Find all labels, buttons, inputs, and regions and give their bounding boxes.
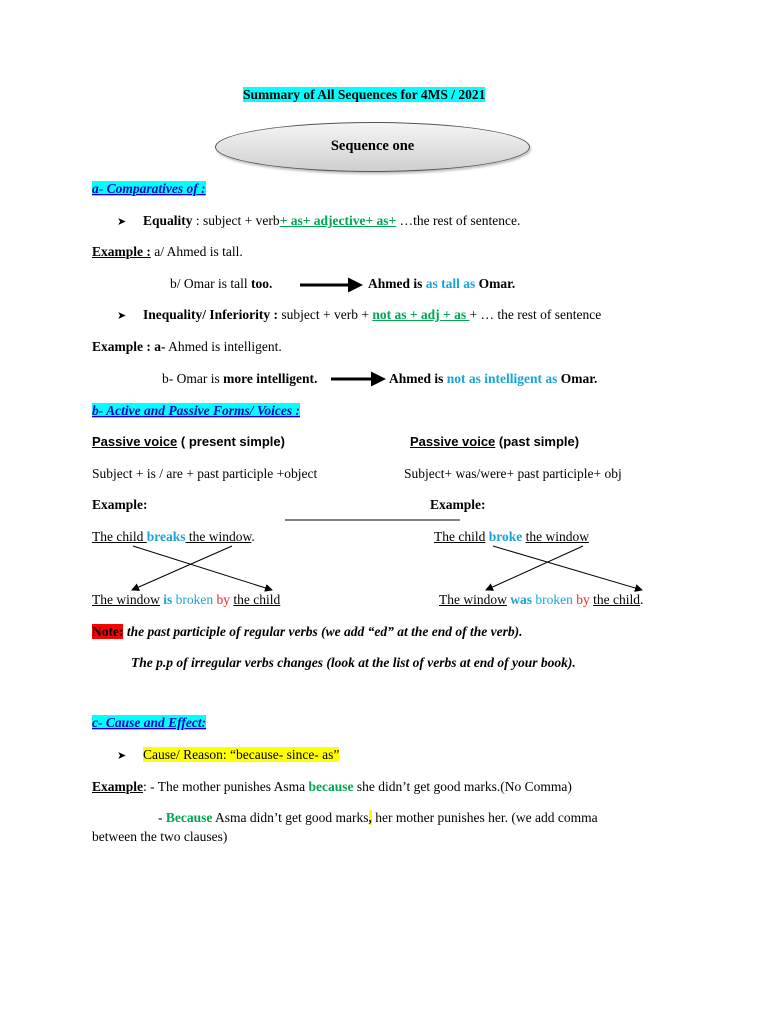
present-cross-line: [133, 546, 272, 590]
passive-present-title: Passive voice ( present simple): [92, 434, 285, 449]
cause-example-2-cont: between the two clauses): [92, 829, 228, 844]
present-example-label: Example:: [92, 497, 148, 512]
note-line-2: The p.p of irregular verbs changes (look at the list of verbs at end of your book).: [131, 655, 576, 670]
present-passive-sentence: The window is broken by the child: [92, 592, 281, 607]
cause-rule: ➤ Cause/ Reason: “because- since- as”: [117, 746, 339, 765]
cause-example-2: - Because Asma didn’t get good marks, her mother punishes her. (we add comma: [158, 810, 598, 825]
section-b-heading: b- Active and Passive Forms/ Voices :: [92, 403, 300, 418]
note-label: Note:: [92, 624, 124, 639]
note-line: Note: the past participle of regular verbs (we add “ed” at the end of the verb).: [92, 624, 523, 639]
example2-line-a: Example : a- Ahmed is intelligent.: [92, 339, 282, 354]
past-example-label: Example:: [430, 497, 486, 512]
equality-rule: ➤ Equality : subject + verb+ as+ adjective+ as+ …the rest of sentence.: [117, 212, 520, 231]
passive-past-rule: Subject+ was/were+ past participle+ obj: [404, 466, 622, 481]
present-cross-line: [132, 546, 232, 590]
sequence-label: Sequence one: [330, 138, 415, 154]
arrow-bullet-icon: ➤: [117, 215, 127, 228]
example1-line-a: Example : a/ Ahmed is tall.: [92, 244, 243, 259]
example2-line-b: b- Omar is more intelligent.: [162, 371, 318, 386]
passive-present-rule: Subject + is / are + past participle +object: [92, 466, 318, 481]
section-c-heading: c- Cause and Effect:: [92, 715, 207, 730]
inequality-rule: ➤ Inequality/ Inferiority : subject + verb + not as + adj + as + … the rest of sentence: [117, 306, 601, 325]
past-passive-sentence: The window was broken by the child.: [439, 592, 644, 607]
example1-line-b: b/ Omar is tall too.: [170, 276, 273, 291]
section-a-heading: a- Comparatives of :: [92, 181, 206, 196]
passive-past-title: Passive voice (past simple): [410, 434, 580, 449]
arrow-bullet-icon: ➤: [117, 749, 127, 762]
past-active-sentence: The child broke the window: [434, 529, 589, 544]
arrow-bullet-icon: ➤: [117, 309, 127, 322]
example2-result: Ahmed is not as intelligent as Omar.: [389, 371, 598, 386]
page-title: Summary of All Sequences for 4MS / 2021: [243, 87, 486, 102]
cause-example-1: Example: - The mother punishes Asma because she didn’t get good marks.(No Comma): [92, 779, 572, 794]
present-active-sentence: The child breaks the window.: [92, 529, 255, 544]
example1-result: Ahmed is as tall as Omar.: [368, 276, 516, 291]
